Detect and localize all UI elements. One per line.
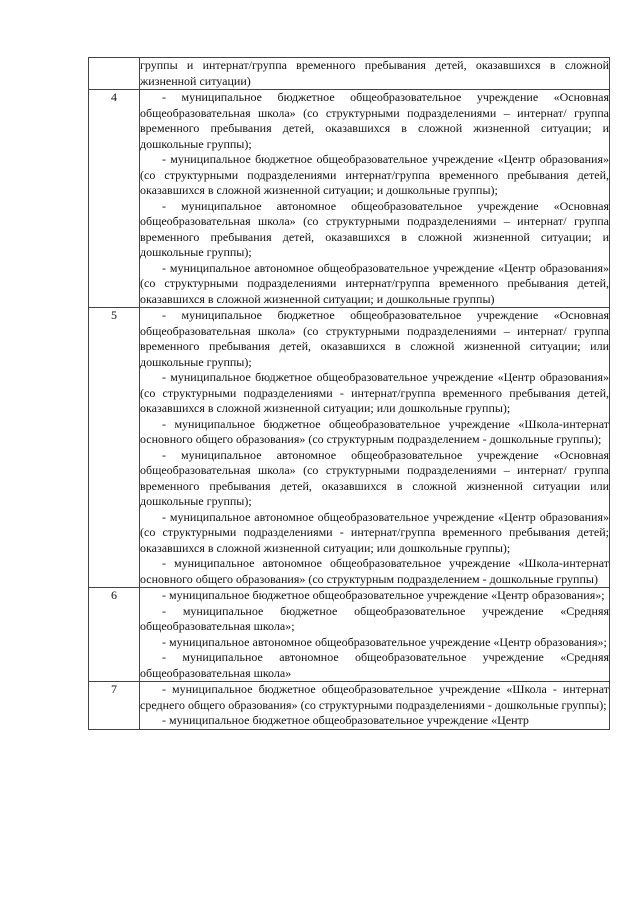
institutions-cell	[140, 58, 610, 90]
institutions-cell	[140, 308, 610, 588]
institutions-cell	[140, 90, 610, 308]
institution-paragraph: - муниципальное бюджетное общеобразовательное учреждение «Центр образования» (со структурными подразделениями - интернат/группа временного пребывания детей, оказавшихся в сложной жизненной ситуации; или дошкольные группы);	[140, 370, 609, 415]
institution-paragraph: - муниципальное автономное общеобразовательное учреждение «Средняя общеобразовательная школа»	[140, 650, 609, 680]
institution-paragraph: - муниципальное автономное общеобразовательное учреждение «Центр образования» (со структурными подразделениями - интернат/группа временного пребывания детей; оказавшихся в сложной жизненной ситуации; или дошкольные группы);	[140, 509, 609, 555]
table-row	[89, 682, 610, 730]
row-number-cell: 7	[89, 682, 140, 730]
row-number-cell: 6	[89, 588, 140, 682]
table-row	[89, 90, 610, 308]
institutions-table	[88, 57, 610, 730]
table-row	[89, 58, 610, 90]
institution-paragraph: - муниципальное бюджетное общеобразовательное учреждение «Основная общеобразовательная школа» (со структурными подразделениями – интернат/ группа временного пребывания детей, оказавшихся в сложной жизненной ситуации; и дошкольные группы);	[140, 90, 609, 151]
row-number-cell: 5	[89, 308, 140, 588]
institution-paragraph: - муниципальное бюджетное общеобразовательное учреждение «Основная общеобразовательная школа» (со структурными подразделениями – интернат/ группа временного пребывания детей, оказавшихся в сложной жизненной ситуации; или дошкольные группы);	[140, 308, 609, 369]
table-row	[89, 308, 610, 588]
institution-paragraph: - муниципальное бюджетное общеобразовательное учреждение «Центр образования»;	[162, 588, 605, 602]
row-number-cell: 4	[89, 90, 140, 308]
institution-paragraph: - муниципальное бюджетное общеобразовательное учреждение «Школа-интернат основного общего образования» (со структурным подразделением - дошкольные группы);	[140, 416, 609, 446]
institution-paragraph: - муниципальное автономное общеобразовательное учреждение «Основная общеобразовательная школа» (со структурными подразделениями – интернат/ группа временного пребывания детей, оказавшихся в сложной жизненной ситуации или дошкольные группы);	[140, 447, 609, 508]
institutions-cell	[140, 682, 610, 730]
institution-paragraph: - муниципальное автономное общеобразовательное учреждение «Основная общеобразовательная школа» (со структурными подразделениями – интернат/ группа временного пребывания детей, оказавшихся в сложной жизненной ситуации; и дошкольные группы);	[140, 198, 609, 259]
table-body	[89, 58, 610, 730]
row-number-cell	[89, 58, 140, 90]
institution-paragraph: - муниципальное бюджетное общеобразовательное учреждение «Средняя общеобразовательная школа»;	[140, 603, 609, 633]
institution-paragraph: - муниципальное бюджетное общеобразовательное учреждение «Школа - интернат среднего общего образования» (со структурными подразделениями - дошкольные группы);	[140, 682, 609, 712]
institution-paragraph: - муниципальное бюджетное общеобразовательное учреждение «Центр	[162, 713, 529, 727]
institutions-cell	[140, 588, 610, 682]
institution-paragraph: - муниципальное автономное общеобразовательное учреждение «Школа-интернат основного общего образования» (со структурным подразделением - дошкольные группы)	[140, 556, 609, 586]
institution-paragraph: - муниципальное автономное общеобразовательное учреждение «Центр образования» (со структурными подразделениями интернат/группа временного пребывания детей, оказавшихся в сложной жизненной ситуации; и дошкольные группы)	[140, 260, 609, 306]
table-row	[89, 588, 610, 682]
institution-paragraph: - муниципальное автономное общеобразовательное учреждение «Центр образования»;	[162, 634, 607, 649]
institution-paragraph: - муниципальное бюджетное общеобразовательное учреждение «Центр образования» (со структурными подразделениями интернат/группа временного пребывания детей, оказавшихся в сложной жизненной ситуации; и дошкольные группы);	[140, 152, 609, 197]
institution-paragraph: группы и интернат/группа временного пребывания детей, оказавшихся в сложной жизненной ситуации)	[140, 58, 609, 88]
